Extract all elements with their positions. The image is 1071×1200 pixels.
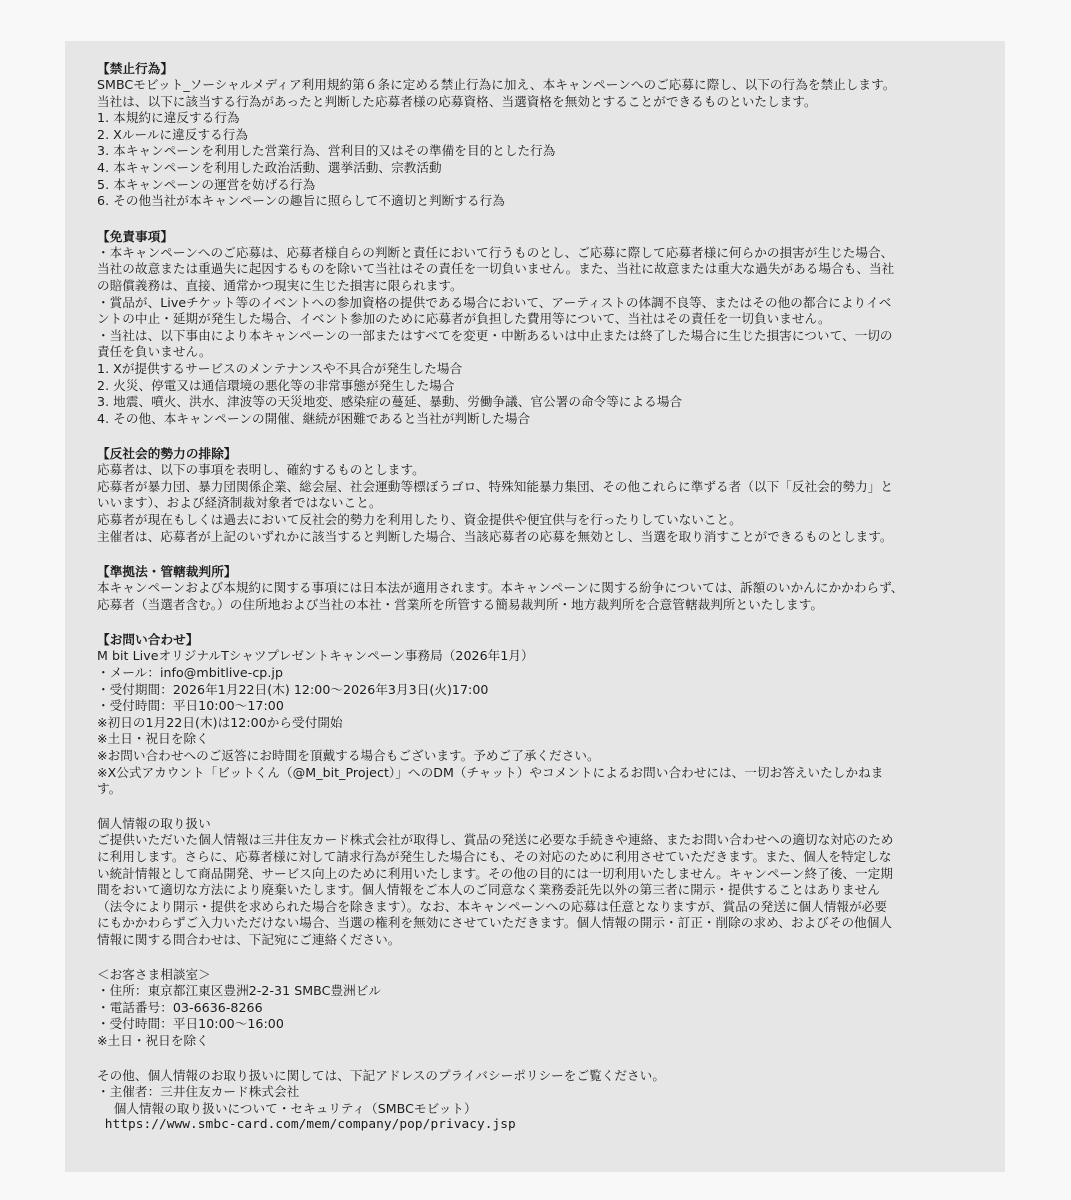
text-line: ・受付時間：平日10:00〜16:00 [97, 1016, 284, 1032]
text-line: にもかかわらずご入力いただけない場合、当選の権利を無効にさせていただきます。個人情報の開示・訂正・削除の求め、およびその他個人 [97, 915, 893, 931]
section-heading: 【お問い合わせ】 [97, 632, 199, 648]
text-line: ※X公式アカウント「ビットくん（@M_bit_Project）」へのDM（チャット）やコメントによるお問い合わせには、一切お答えいたしかねま [97, 764, 884, 780]
text-line: の賠償義務は、直接、通常かつ現実に生じた損害に限られます。 [97, 277, 463, 293]
terms-section [97, 445, 975, 545]
text-line: ・主催者：三井住友カード株式会社 [97, 1084, 300, 1100]
text-line: 当社は、以下に該当する行為があったと判断した応募者様の応募資格、当選資格を無効とすることができるものといたします。 [97, 93, 817, 109]
text-line: ご提供いただいた個人情報は三井住友カード株式会社が取得し、賞品の発送に必要な手続きや連絡、またお問い合わせへの適切な対応のため [97, 832, 894, 848]
text-line: 5. 本キャンペーンの運営を妨げる行為 [97, 176, 316, 192]
text-line: 責任を負いません。 [97, 344, 212, 360]
text-line: いいます）、および経済制裁対象者ではないこと。 [97, 495, 382, 511]
text-line: M bit LiveオリジナルTシャツプレゼントキャンペーン事務局（2026年1月） [97, 648, 534, 664]
text-line: 2. 火災、停電又は通信環境の悪化等の非常事態が発生した場合 [97, 377, 455, 393]
text-line: ・住所：東京都江東区豊洲2-2-31 SMBC豊洲ビル [97, 983, 382, 999]
privacy-policy-url[interactable]: https://www.smbc-card.com/mem/company/pop/privacy.jsp [97, 1117, 516, 1133]
text-line: ・受付時間：平日10:00〜17:00 [97, 698, 284, 714]
terms-panel [65, 41, 1005, 1172]
text-line: ・メール：info@mbitlive-cp.jp [97, 665, 283, 681]
text-line: ※お問い合わせへのご返答にお時間を頂戴する場合もございます。予めご了承ください。 [97, 748, 600, 763]
text-line: ・電話番号：03-6636-8266 [97, 999, 263, 1015]
terms-section [97, 631, 975, 797]
terms-section [97, 563, 975, 613]
terms-section [97, 228, 975, 428]
text-line: 個人情報の取り扱い [97, 815, 211, 831]
text-line: ※土日・祝日を除く [97, 1032, 209, 1048]
section-heading: 【免責事項】 [97, 228, 174, 244]
text-line: ※初日の1月22日(木)は12:00から受付開始 [97, 714, 343, 730]
text-line: に利用します。さらに、応募者様に対して請求行為が発生した場合にも、その対応のために利用させていただきます。また、個人を特定しな [97, 848, 892, 864]
terms-section [97, 816, 975, 949]
text-line: 4. その他、本キャンペーンの開催、継続が困難であると当社が判断した場合 [97, 410, 531, 426]
terms-section [97, 1068, 975, 1134]
text-line: ・当社は、以下事由により本キャンペーンの一部またはすべてを変更・中断あるいは中止または終了した場合に生じた損害について、一切の [97, 327, 893, 343]
text-line: 間をおいて適切な方法により廃棄いたします。個人情報をご本人のご同意なく業務委託先以外の第三者に開示・提供することはありません [97, 882, 880, 898]
text-line: 4. 本キャンペーンを利用した政治活動、選挙活動、宗教活動 [97, 159, 442, 175]
text-line: 個人情報の取り扱いについて・セキュリティ（SMBCモビット） [97, 1100, 477, 1116]
text-line: 当社の故意または重過失に起因するものを除いて当社はその責任を一切負いません。また、当社に故意または重大な過失がある場合も、当社 [97, 261, 895, 277]
text-line: ・賞品が、Liveチケット等のイベントへの参加資格の提供である場合において、アーティストの体調不良等、またはその他の都合によりイベ [97, 294, 892, 310]
text-line: ＜お客さま相談室＞ [97, 966, 211, 982]
text-line: （法令により開示・提供を求められた場合を除きます）。なお、本キャンペーンへの応募は任意となりますが、賞品の発送に個人情報が必要 [97, 898, 888, 914]
text-line: い統計情報として商品開発、サービス向上のために利用いたします。その他の目的には一切利用いたしません。キャンペーン終了後、一定期 [97, 865, 894, 881]
text-line: す。 [97, 781, 122, 797]
text-line: 主催者は、応募者が上記のいずれかに該当すると判断した場合、当該応募者の応募を無効とし、当選を取り消すことができるものとします。 [97, 528, 893, 544]
text-line: ・受付期間：2026年1月22日(木) 12:00〜2026年3月3日(火)17:00 [97, 681, 489, 697]
text-line: ントの中止・延期が発生した場合、イベント参加のために応募者が負担した費用等について、当社はその責任を一切負いません。 [97, 311, 831, 327]
text-line: 3. 地震、噴火、洪水、津波等の天災地変、感染症の蔓延、暴動、労働争議、官公署の命令等による場合 [97, 394, 683, 410]
text-line: 本キャンペーンおよび本規約に関する事項には日本法が適用されます。本キャンペーンに関する紛争については、訴額のいかんにかかわらず、 [97, 580, 904, 596]
text-line: 3. 本キャンペーンを利用した営業行為、営利目的又はその準備を目的とした行為 [97, 143, 556, 159]
text-line: ・本キャンペーンへのご応募は、応募者様自らの判断と責任において行うものとし、ご応募に際して応募者様に何らかの損害が生じた場合、 [97, 244, 894, 260]
text-line: 応募者（当選者含む。）の住所地および当社の本社・営業所を所管する簡易裁判所・地方裁判所を合意管轄裁判所といたします。 [97, 596, 824, 612]
text-line: 応募者は、以下の事項を表明し、確約するものとします。 [97, 462, 425, 478]
section-heading: 【禁止行為】 [97, 61, 174, 76]
text-line: SMBCモビット_ソーシャルメディア利用規約第６条に定める禁止行為に加え、本キャンペーンへのご応募に際し、以下の行為を禁止します。 [97, 77, 896, 92]
terms-content [97, 60, 975, 1134]
text-line: 2. Xルールに違反する行為 [97, 126, 249, 142]
text-line: 情報に関する問合わせは、下記宛にご連絡ください。 [97, 931, 401, 947]
text-line: 1. Xが提供するサービスのメンテナンスや不具合が発生した場合 [97, 360, 463, 376]
section-heading: 【反社会的勢力の排除】 [97, 446, 237, 462]
terms-section [97, 60, 975, 210]
text-line: 6. その他当社が本キャンペーンの趣旨に照らして不適切と判断する行為 [97, 193, 505, 209]
text-line: 応募者が暴力団、暴力団関係企業、総会屋、社会運動等標ぼうゴロ、特殊知能暴力集団、その他これらに準ずる者（以下「反社会的勢力」と [97, 478, 894, 494]
section-heading: 【準拠法・管轄裁判所】 [97, 564, 237, 580]
text-line: その他、個人情報のお取り扱いに関しては、下記アドレスのプライバシーポリシーをご覧ください。 [97, 1067, 665, 1083]
terms-section [97, 967, 975, 1050]
text-line: 1. 本規約に違反する行為 [97, 110, 240, 126]
text-line: ※土日・祝日を除く [97, 731, 209, 747]
text-line: 応募者が現在もしくは過去において反社会的勢力を利用したり、資金提供や便宜供与を行ったりしていないこと。 [97, 512, 742, 528]
